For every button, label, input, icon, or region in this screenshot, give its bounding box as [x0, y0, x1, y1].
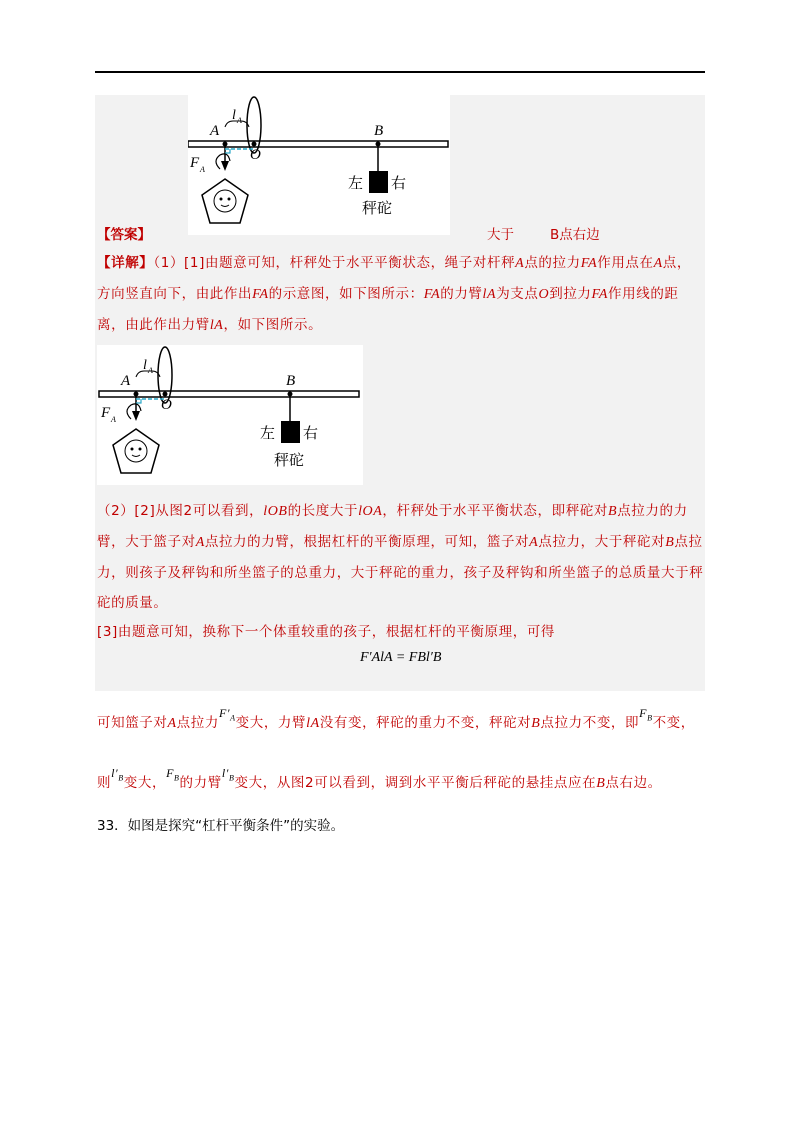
label-l-sub: A	[148, 366, 153, 375]
label-A: A	[210, 123, 220, 139]
steelyard-figure-1	[188, 95, 450, 235]
header-rule	[95, 71, 705, 73]
label-O: O	[161, 397, 172, 413]
label-F-sub: A	[111, 415, 116, 424]
explain-paragraph-5: 则$l'_B$变大，$F_B$的力臂$l'_B$变大，从图2可以看到，调到水平平衡后秤砣的悬挂点应在B点右边。	[97, 766, 662, 791]
label-B: B	[286, 373, 296, 389]
label-weight: 秤砣	[274, 451, 305, 469]
label-F: F	[190, 155, 200, 171]
explain-paragraph-4: 可知篮子对A点拉力$F'_A$变大，力臂lA没有变，秤砣的重力不变，秤砣对B点拉力不变，即$F_B$不变，	[97, 706, 695, 731]
answer-blank-1: 大于	[487, 227, 514, 243]
label-right: 右	[391, 174, 407, 192]
explain-label: 【详解】	[97, 255, 154, 271]
label-l: l	[143, 358, 147, 373]
label-A: A	[121, 373, 131, 389]
answer-label: 【答案】	[97, 227, 151, 243]
label-right: 右	[303, 424, 319, 442]
answer-blank-2: B点右边	[550, 227, 600, 243]
explain-paragraph-1: 【详解】（1）[1]由题意可知，杆秤处于水平平衡状态，绳子对杆秤A点的拉力FA作用点在A点，方向竖直向下，由此作出FA的示意图，如下图所示：FA的力臂lA为支点O到拉力FA作用线的距离，由此作出力臂lA，如下图所示。	[97, 255, 691, 333]
balance-formula: F′AlA = FBl′B	[360, 650, 442, 665]
explain-paragraph-2: （2）[2]从图2可以看到，lOB的长度大于lOA，杆秤处于水平平衡状态，即秤砣对B点拉力的力臂，大于篮子对A点拉力的力臂，根据杠杆的平衡原理，可知，篮子对A点拉力，大于秤砣对B点拉力，则孩子及秤钩和所坐篮子的总重力，大于秤砣的重力，孩子及秤钩和所坐篮子的总质量大于秤砣的质量。	[97, 503, 704, 611]
label-O: O	[250, 147, 261, 163]
label-B: B	[374, 123, 384, 139]
question-33: 33．如图是探究“杠杆平衡条件”的实验。	[97, 818, 345, 834]
label-left: 左	[260, 424, 276, 442]
label-weight: 秤砣	[362, 199, 393, 217]
steelyard-figure-2	[97, 345, 363, 485]
label-l: l	[232, 108, 236, 123]
label-left: 左	[348, 174, 364, 192]
explain-paragraph-3: [3]由题意可知，换称下一个体重较重的孩子，根据杠杆的平衡原理，可得	[97, 624, 556, 640]
label-l-sub: A	[237, 116, 242, 125]
label-F-sub: A	[200, 165, 205, 174]
label-F: F	[101, 405, 111, 421]
